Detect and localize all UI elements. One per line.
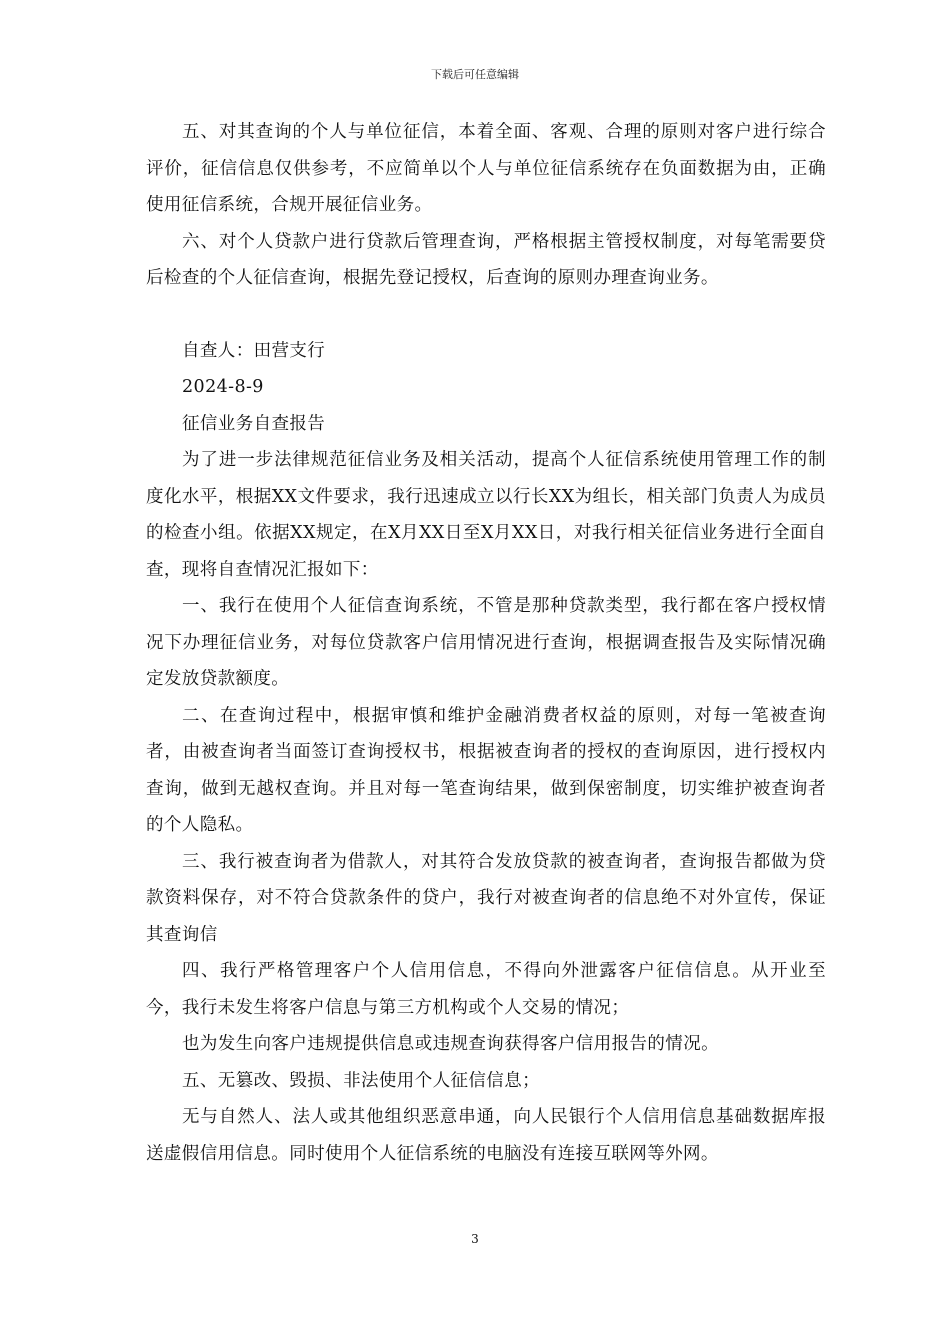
inspector-line: 自查人：田营支行 — [182, 340, 326, 361]
report-item-5-continued: 无与自然人、法人或其他组织恶意串通，向人民银行个人信用信息基础数据库报送虚假信用信息。同时使用个人征信系统的电脑没有连接互联网等外网。 — [146, 1107, 826, 1164]
paragraph-item-5: 五、对其查询的个人与单位征信，本着全面、客观、合理的原则对客户进行综合评价，征信信息仅供参考，不应简单以个人与单位征信系统存在负面数据为由，正确使用征信系统，合规开展征信业务。 — [146, 122, 826, 215]
report-intro: 为了进一步法律规范征信业务及相关活动，提高个人征信系统使用管理工作的制度化水平，根据XX文件要求，我行迅速成立以行长XX为组长，相关部门负责人为成员的检查小组。依据XX规定，在X月XX日至X月XX日，对我行相关征信业务进行全面自查，现将自查情况汇报如下： — [146, 450, 826, 580]
page-number: 3 — [471, 1232, 479, 1246]
date-line: 2024-8-9 — [182, 377, 264, 397]
report-item-1: 一、我行在使用个人征信查询系统，不管是那种贷款类型，我行都在客户授权情况下办理征信业务，对每位贷款客户信用情况进行查询，根据调查报告及实际情况确定发放贷款额度。 — [146, 596, 826, 689]
report-title: 征信业务自查报告 — [182, 413, 326, 434]
page-header-note: 下载后可任意编辑 — [431, 68, 519, 81]
report-item-4: 四、我行严格管理客户个人信用信息，不得向外泄露客户征信信息。从开业至今，我行未发生将客户信息与第三方机构或个人交易的情况； — [146, 961, 826, 1018]
report-item-2: 二、在查询过程中，根据审慎和维护金融消费者权益的原则，对每一笔被查询者，由被查询者当面签订查询授权书，根据被查询者的授权的查询原因，进行授权内查询，做到无越权查询。并且对每一笔查询结果，做到保密制度，切实维护被查询者的个人隐私。 — [146, 705, 826, 835]
document-body — [146, 114, 826, 1172]
paragraph-gap — [146, 297, 826, 333]
report-item-5: 五、无篡改、毁损、非法使用个人征信信息； — [182, 1070, 540, 1091]
report-item-4-continued: 也为发生向客户违规提供信息或违规查询获得客户信用报告的情况。 — [182, 1034, 719, 1054]
report-item-3: 三、我行被查询者为借款人，对其符合发放贷款的被查询者，查询报告都做为贷款资料保存，对不符合贷款条件的贷户，我行对被查询者的信息绝不对外宣传，保证其查询信 — [146, 851, 826, 945]
paragraph-item-6: 六、对个人贷款户进行贷款后管理查询，严格根据主管授权制度，对每笔需要贷后检查的个人征信查询，根据先登记授权，后查询的原则办理查询业务。 — [146, 231, 826, 288]
